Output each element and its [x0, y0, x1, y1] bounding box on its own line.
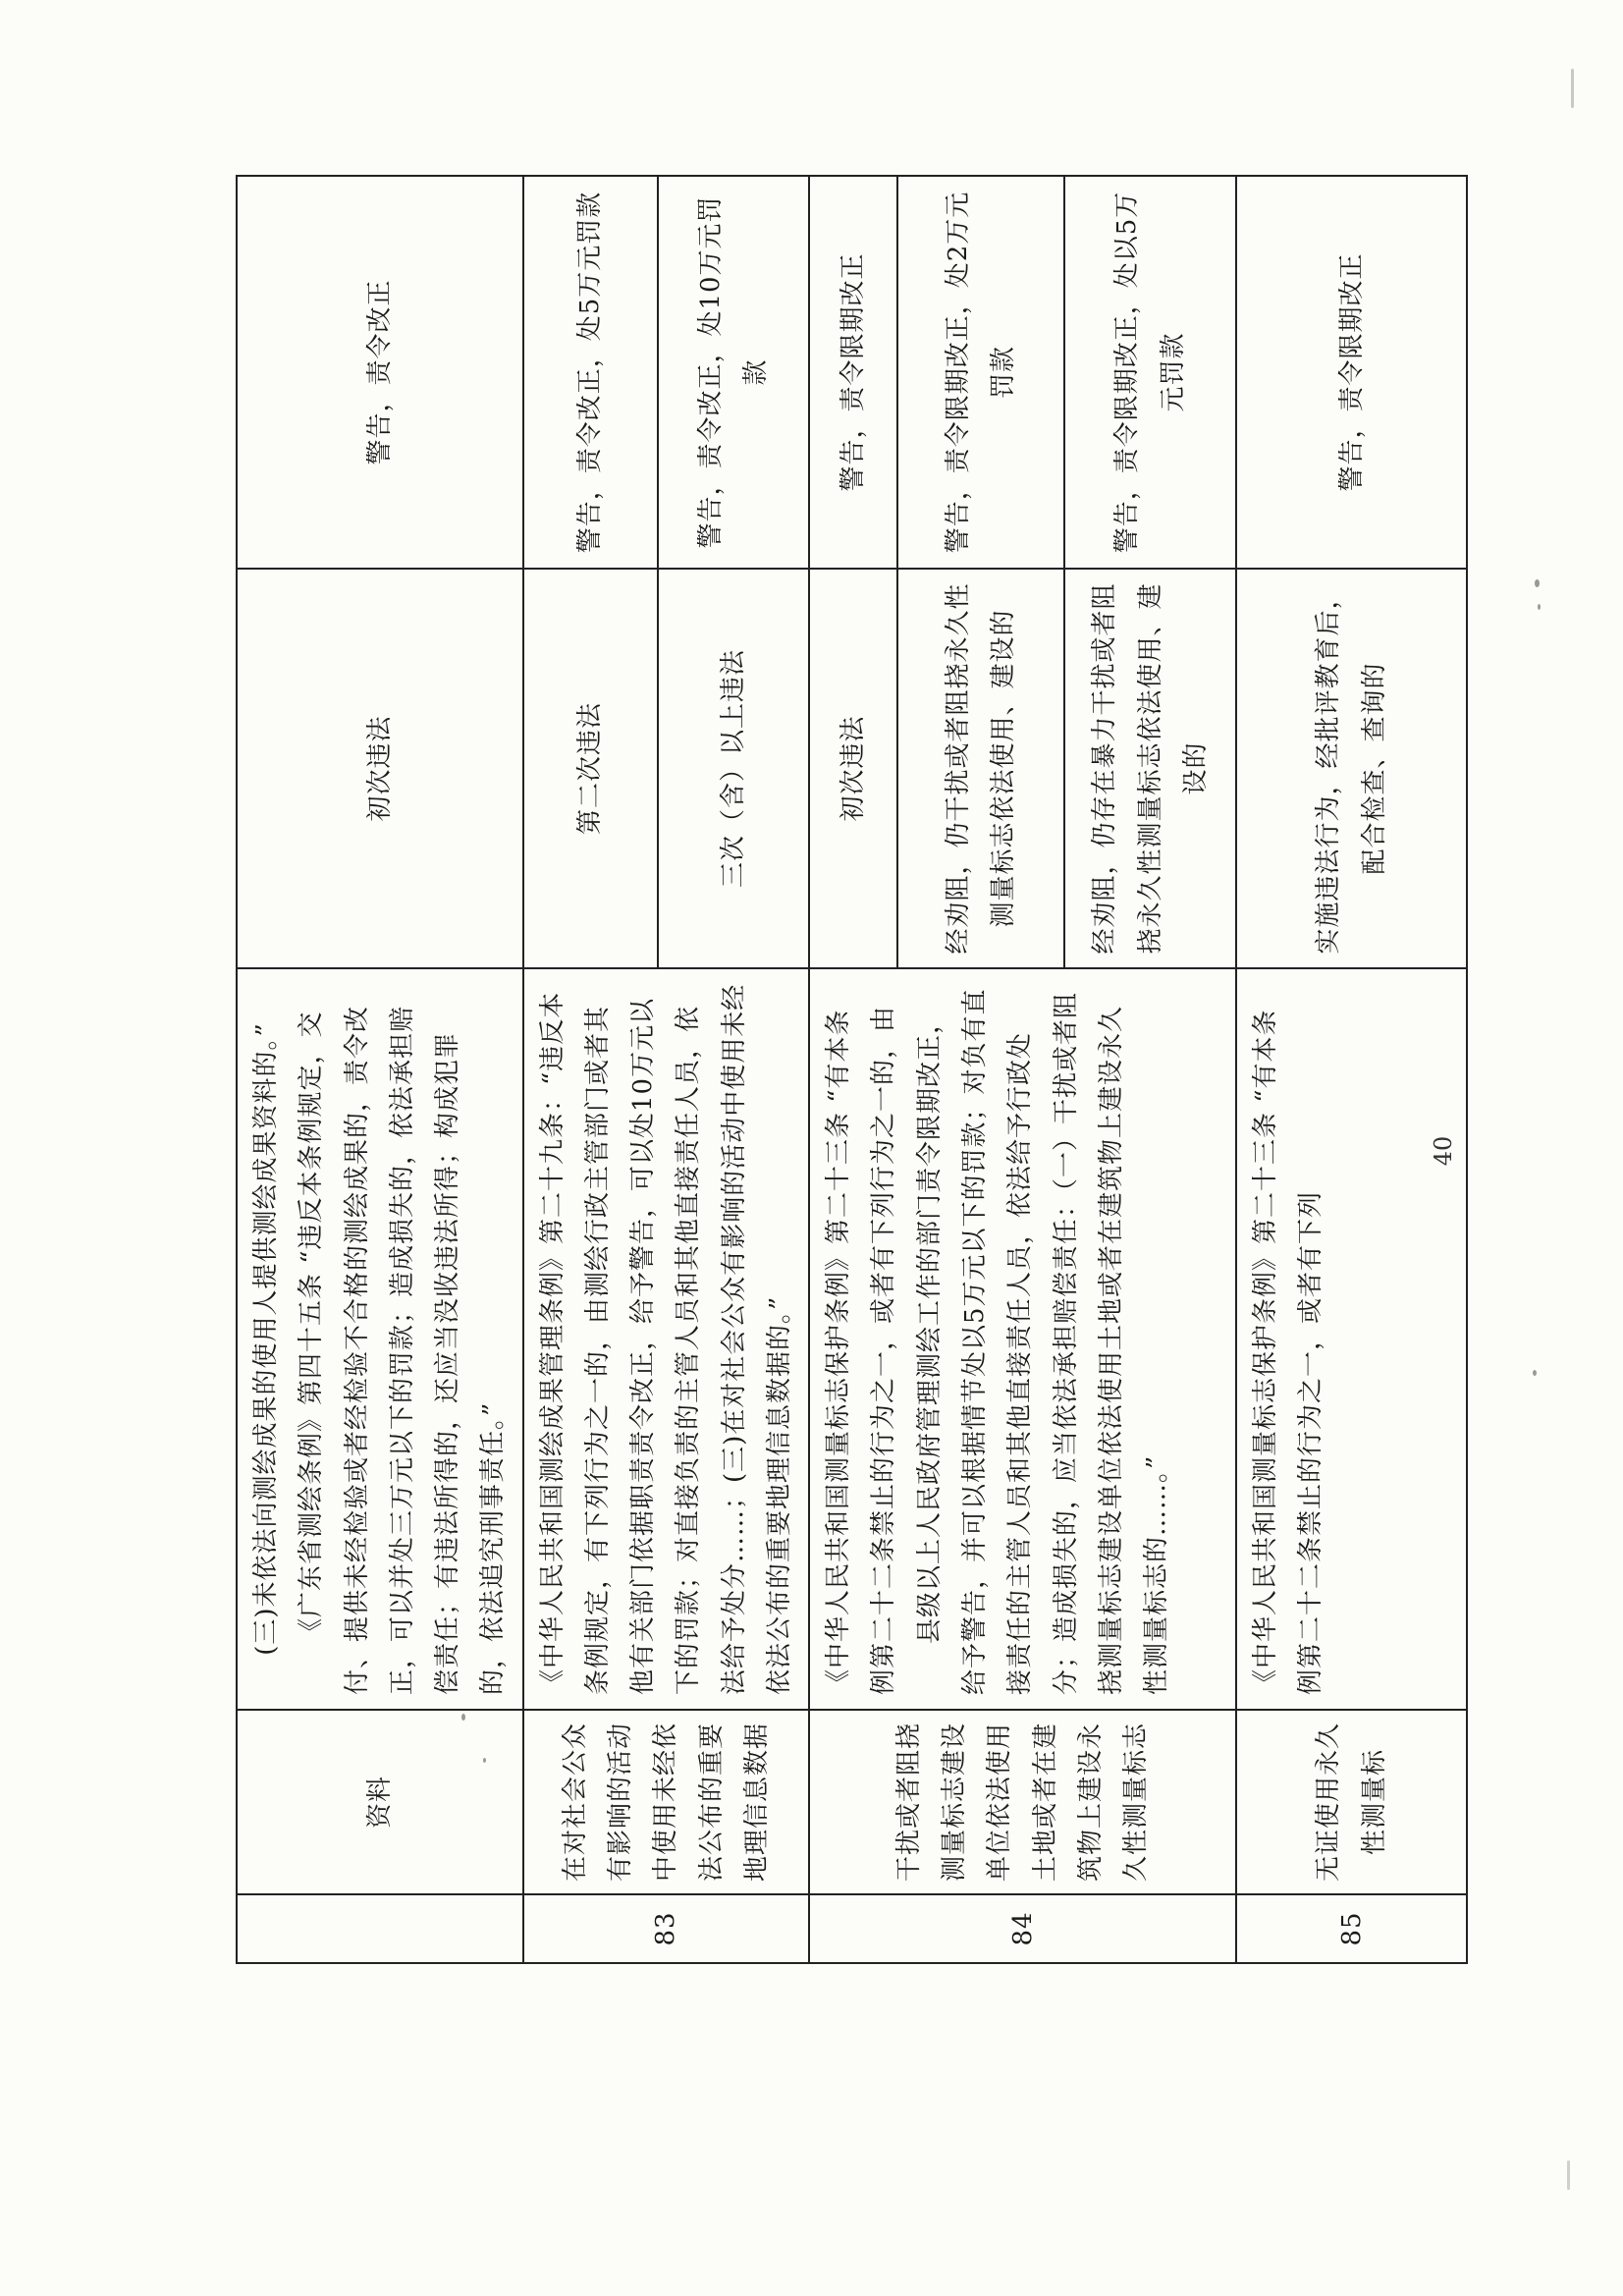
table-row: [1236, 176, 1467, 1963]
violation-circumstance: 初次违法: [237, 569, 523, 968]
penalty-standard: 警告，责令限期改正: [1236, 176, 1467, 569]
violation-item: 干扰或者阻挠测量标志建设单位依法使用土地或者在建筑物上建设永久性测量标志: [809, 1710, 1236, 1894]
scan-speck: [1567, 2160, 1570, 2190]
violation-circumstance: 初次违法: [809, 569, 897, 968]
scan-speck: [1538, 604, 1541, 610]
violation-circumstance: 经劝阻，仍存在暴力干扰或者阻挠永久性测量标志依法使用、建设的: [1064, 569, 1236, 968]
basis-paragraph: 县级以上人民政府管理测绘工作的部门责令限期改正，给予警告，并可以根据情节处以5万元以下的罚款；对负有直接责任的主管人员和其他直接责任人员，依法给予行政处分；造成损失的，应当依法承担赔偿责任：（一）干扰或者阻挠测量标志建设单位依法使用土地或者在建筑物上建设永久性测量标志的……。”: [914, 988, 1172, 1695]
rotated-table-container: [236, 177, 1389, 1964]
scan-speck: [461, 1714, 465, 1721]
penalty-standard: 警告，责令改正，处5万元罚款: [523, 176, 658, 569]
scan-speck: [1535, 579, 1540, 587]
penalty-standards-table: [236, 175, 1468, 1964]
penalty-standard: 警告，责令改正，处10万元罚款: [658, 176, 809, 569]
penalty-standard: 警告，责令限期改正，处2万元罚款: [897, 176, 1064, 569]
basis-paragraph: 《中华人民共和国测量标志保护条例》第二十三条 “有本条例第二十二条禁止的行为之一，或者有下列: [1251, 1009, 1326, 1695]
basis-paragraph: 《中华人民共和国测绘成果管理条例》第二十九条：“违反本条例规定，有下列行为之一的，由测绘行政主管部门或者其他有关部门依据职责责令改正，给予警告，可以处10万元以下的罚款；对直接负责的主管人员和其他直接责任人员，依法给予处分……；(三)在对社会公众有影响的活动中使用未经依法公布的重要地理信息数据的。”: [537, 983, 794, 1695]
row-number: 85: [1236, 1894, 1467, 1963]
basis-paragraph: 《中华人民共和国测量标志保护条例》第二十三条 “有本条例第二十二条禁止的行为之一，或者有下列行为之一的，由: [824, 1005, 899, 1695]
legal-basis: [1236, 968, 1467, 1710]
penalty-standard: 警告，责令限期改正: [809, 176, 897, 569]
table-row: [809, 176, 897, 1963]
violation-circumstance: 第二次违法: [523, 569, 658, 968]
table-row: [237, 176, 523, 1963]
violation-item: 在对社会公众有影响的活动中使用未经依法公布的重要地理信息数据: [523, 1710, 810, 1894]
table-row: [523, 176, 658, 1963]
scan-speck: [1571, 69, 1574, 108]
violation-item: 资料: [237, 1710, 523, 1894]
violation-circumstance: 三次（含）以上违法: [658, 569, 809, 968]
row-number: 84: [809, 1894, 1236, 1963]
page-number: 40: [1430, 1135, 1457, 1167]
basis-paragraph: (三)未依法向测绘成果的使用人提供测绘成果资料的。”: [251, 1022, 281, 1656]
legal-basis: [809, 968, 1236, 1710]
violation-item: 无证使用永久性测量标: [1236, 1710, 1467, 1894]
violation-circumstance: 经劝阻，仍干扰或者阻挠永久性测量标志依法使用、建设的: [897, 569, 1064, 968]
legal-basis: [523, 968, 810, 1710]
legal-basis: [237, 968, 523, 1710]
penalty-standard: 警告，责令改正: [237, 176, 523, 569]
scan-speck: [483, 1758, 486, 1763]
scan-speck: [1533, 1370, 1537, 1376]
violation-circumstance: 实施违法行为，经批评教育后，配合检查、查询的: [1236, 569, 1467, 968]
basis-paragraph: 《广东省测绘条例》第四十五条 “违反本条例规定，交付、提供未经检验或者经检验不合格的测绘成果的，责令改正，可以并处三万元以下的罚款；造成损失的，依法承担赔偿责任；有违法所得的，还应当没收违法所得；构成犯罪的，依法追究刑事责任。”: [297, 1005, 509, 1695]
row-number: [237, 1894, 523, 1963]
penalty-standard: 警告，责令限期改正，处以5万元罚款: [1064, 176, 1236, 569]
row-number: 83: [523, 1894, 810, 1963]
